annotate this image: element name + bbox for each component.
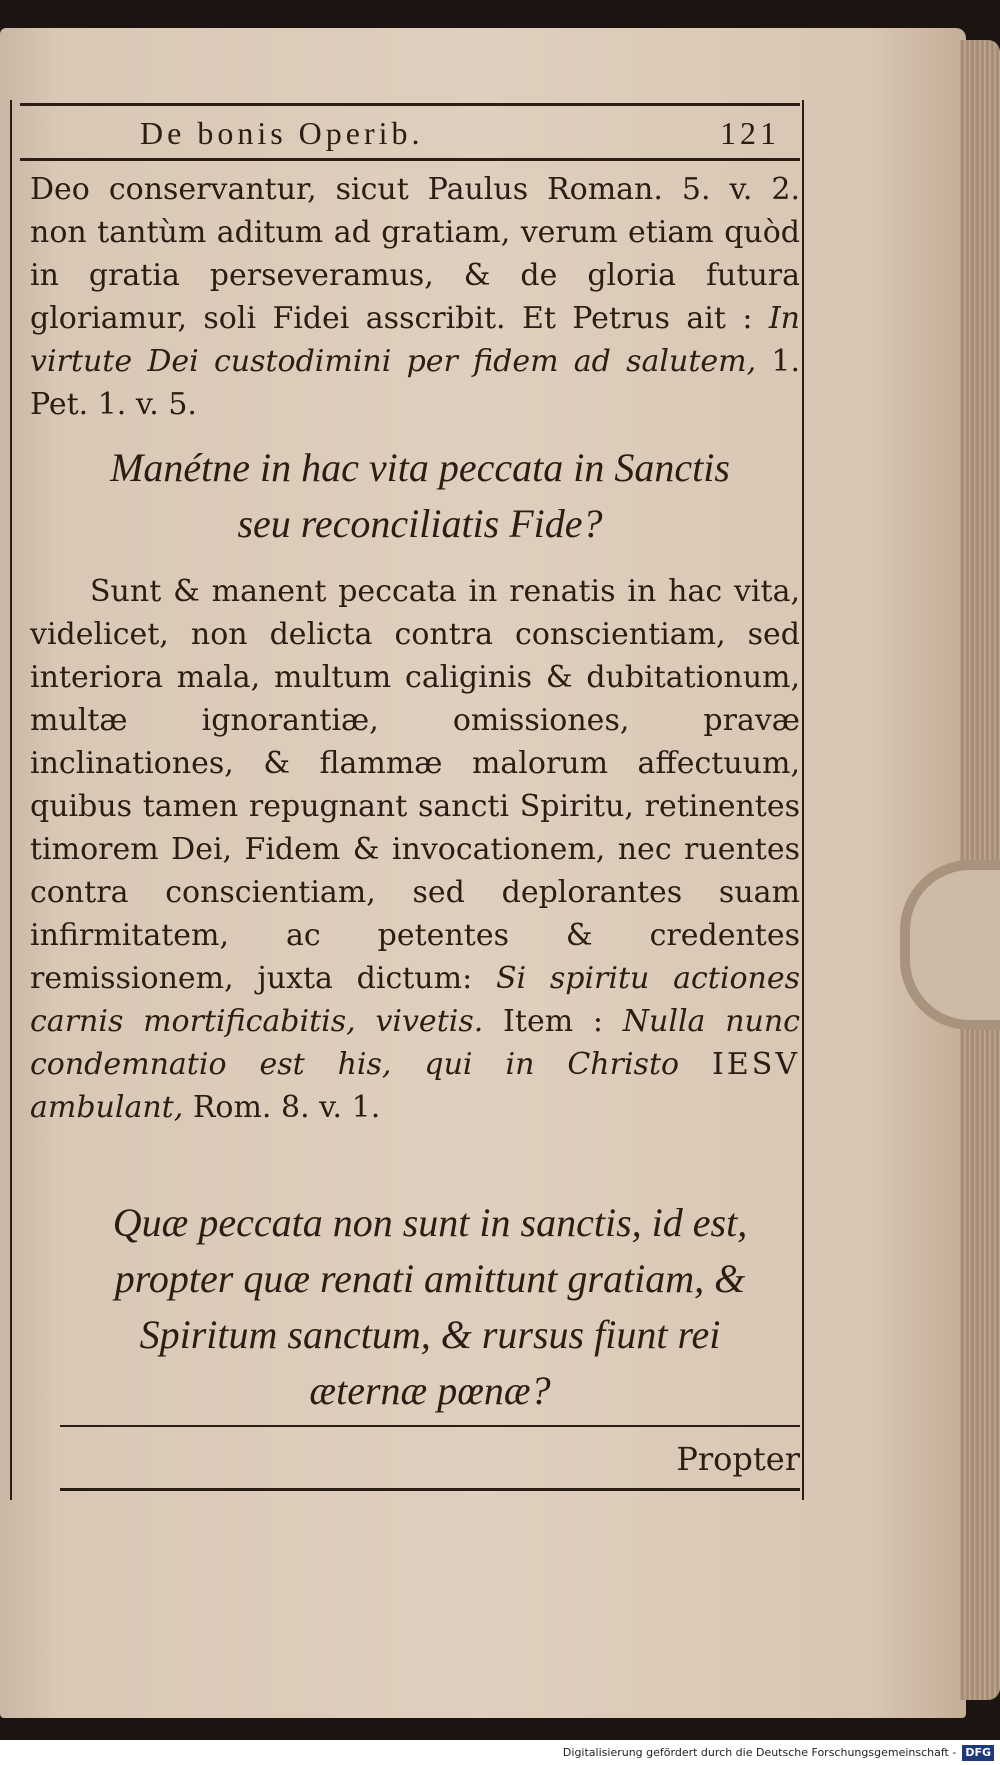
opening-reference: 1. Pet. 1. v. 5.: [30, 344, 800, 422]
footer-bar: [0, 1740, 1000, 1765]
catchword: Propter: [676, 1440, 800, 1478]
opening-paragraph: [30, 168, 800, 426]
book-clasp: [900, 860, 1000, 1030]
answer-item: Item :: [503, 1004, 604, 1039]
header-rule: [20, 158, 800, 161]
answer-quote-1: Si spiritu actiones carnis mortificabitis, vivetis.: [30, 961, 800, 1039]
running-title: De bonis Operib.: [140, 115, 424, 151]
bottom-rule: [60, 1425, 800, 1427]
answer-text: Sunt & manent peccata in renatis in hac vita, videlicet, non delicta contra conscientiam, sed interiora mala, multum caliginis & dubitationum, multæ ignorantiæ, omissiones, pravæ inclinationes, & flammæ malorum affectuum, quibus tamen repugnant sancti Spiritu, retinentes timorem Dei, Fidem & invocationem, nec ruentes contra conscientiam, sed deplorantes suam infirmitatem, ac petentes & credentes remissionem, juxta dictum:: [30, 574, 800, 996]
frame-bottom-rule: [60, 1488, 800, 1491]
answer-reference: Rom. 8. v. 1.: [192, 1090, 381, 1125]
answer-name: IESV: [712, 1047, 800, 1082]
answer-paragraph: [30, 570, 800, 1129]
answer-quote-3: ambulant,: [30, 1090, 184, 1125]
opening-text: Deo conservantur, sicut Paulus Roman. 5. v. 2. non tantùm aditum ad gratiam, verum etiam quòd in gratia perseveramus, & de gloria futura gloriamur, soli Fidei asscribit. Et Petrus ait :: [30, 172, 800, 336]
question-heading-2: Quæ peccata non sunt in sanctis, id est, propter quæ renati amittunt gratiam, & Spiritum sanctum, & rursus fiunt rei æternæ pœnæ?: [112, 1200, 748, 1413]
page-number: 121: [720, 115, 780, 151]
answer-quote-2: Nulla nunc condemnatio est his, qui in Christo: [30, 1004, 800, 1082]
footer-credit: Digitalisierung gefördert durch die Deutsche Forschungsgemeinschaft -: [562, 1746, 957, 1759]
opening-quote: In virtute Dei custodimini per fidem ad salutem,: [30, 301, 800, 379]
dfg-logo: DFG: [962, 1745, 994, 1761]
question-heading-1: Manétne in hac vita peccata in Sanctis seu reconciliatis Fide?: [110, 445, 730, 546]
running-header: [140, 115, 780, 152]
top-rule: [20, 103, 800, 106]
